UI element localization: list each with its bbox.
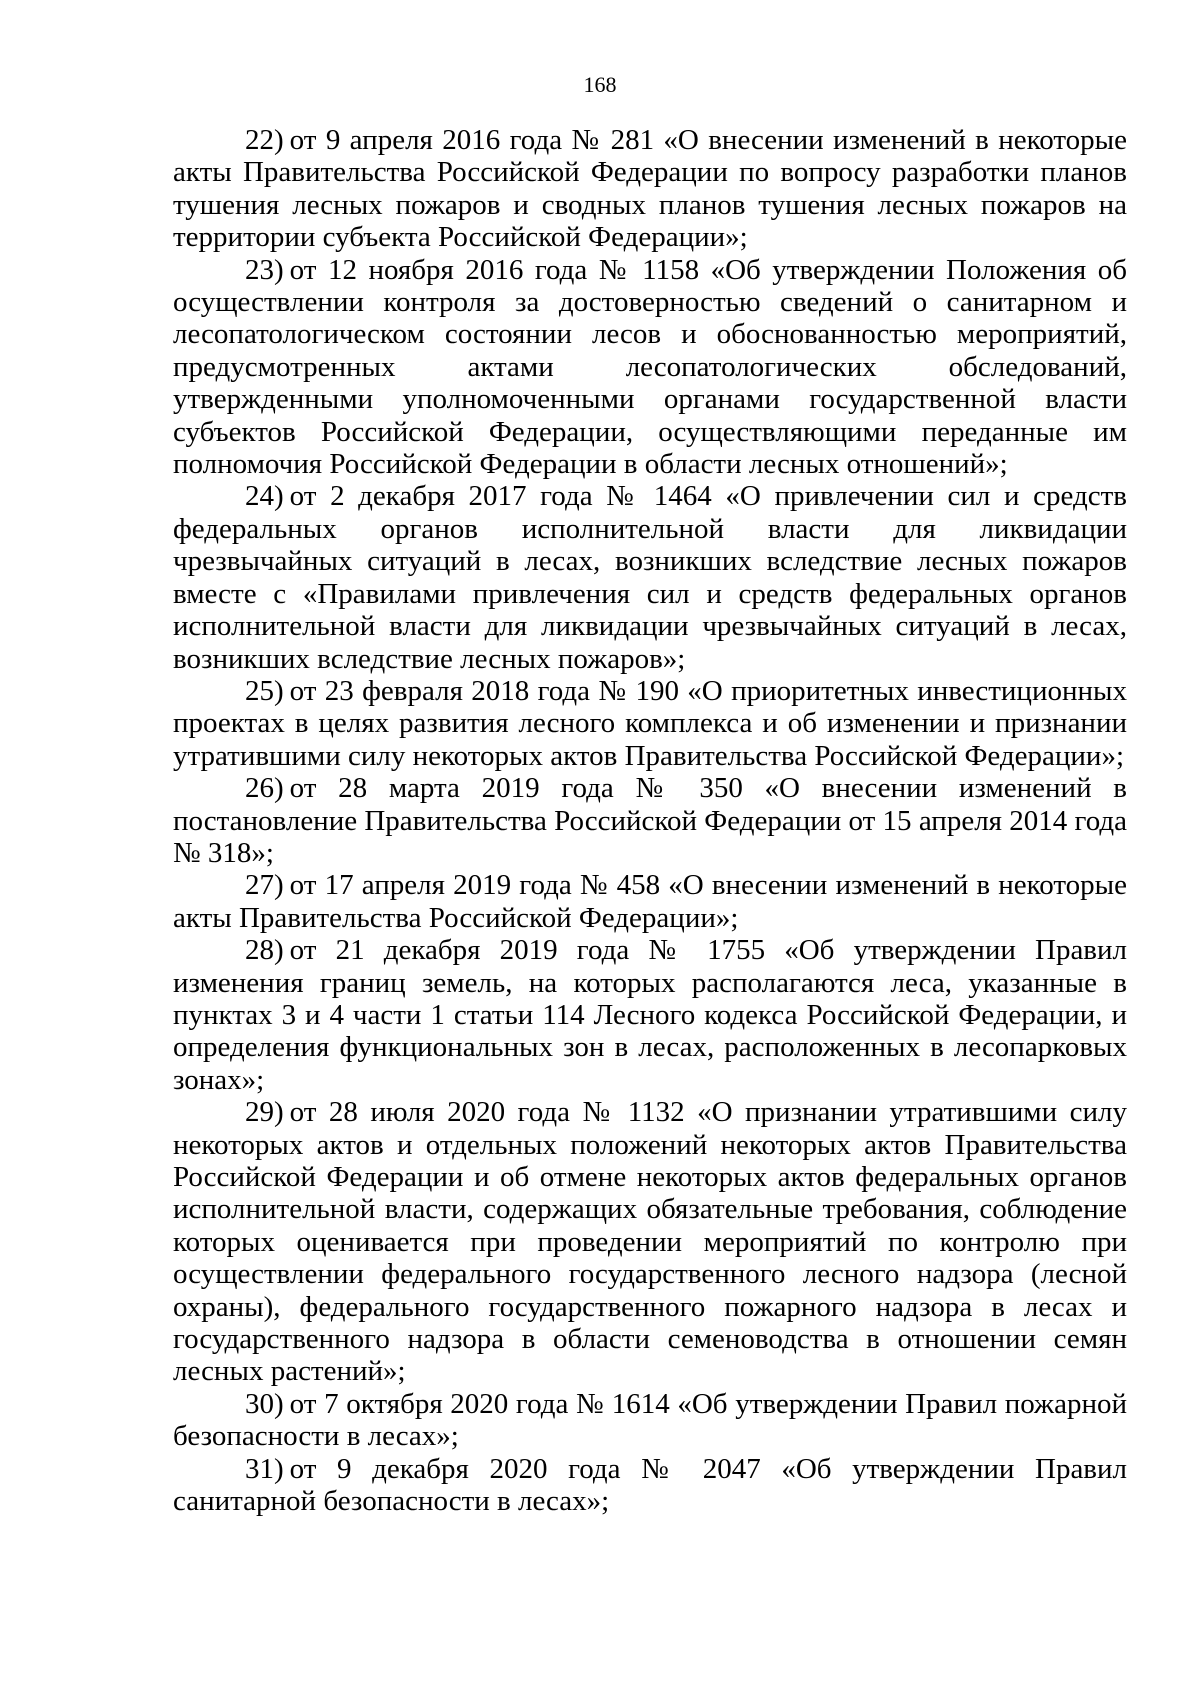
list-item xyxy=(173,1453,1127,1518)
list-item-text: от 17 апреля 2019 года № 458 «О внесении изменений в некоторые акты Правительства Российской Федерации»; xyxy=(173,869,1127,934)
list-item xyxy=(173,772,1127,869)
list-item xyxy=(173,934,1127,1096)
list-item-text: от 12 ноября 2016 года № 1158 «Об утверждении Положения об осуществлении контроля за достоверностью сведений о санитарном и лесопатологическом состоянии лесов и обоснованностью мероприятий, предусмотренных актами лесопатологических обследований, утвержденными уполномоченными органами государственной власти субъектов Российской Федерации, осуществляющими переданные им полномочия Российской Федерации в области лесных отношений»; xyxy=(173,253,1127,481)
list-item xyxy=(173,1388,1127,1453)
list-item-number: 27) xyxy=(245,869,284,902)
list-item xyxy=(173,254,1127,481)
list-item-number: 29) xyxy=(245,1096,284,1129)
list-item-number: 28) xyxy=(245,934,284,967)
list-item-number: 26) xyxy=(245,772,284,805)
list-item-number: 23) xyxy=(245,253,284,286)
list-item xyxy=(173,869,1127,934)
list-item-number: 22) xyxy=(245,124,284,156)
list-item-number: 25) xyxy=(245,674,284,707)
list-item-text: от 9 декабря 2020 года № 2047 «Об утверждении Правил санитарной безопасности в лесах»; xyxy=(173,1452,1127,1518)
list-item xyxy=(173,1096,1127,1388)
list-item-text: от 2 декабря 2017 года № 1464 «О привлечении сил и средств федеральных органов исполнительной власти для ликвидации чрезвычайных ситуаций в лесах, возникших вследствие лесных пожаров вместе с «Правилами привлечения сил и средств федеральных органов исполнительной власти для ликвидации чрезвычайных ситуаций в лесах, возникших вследствие лесных пожаров»; xyxy=(173,480,1127,675)
page-number: 168 xyxy=(583,72,617,97)
list-item xyxy=(173,480,1127,674)
list-item-number: 24) xyxy=(245,480,284,513)
list-item-text: от 28 июля 2020 года № 1132 «О признании утратившими силу некоторых актов и отдельных положений некоторых актов Правительства Российской Федерации и об отмене некоторых актов федеральных органов исполнительной власти, содержащих обязательные требования, соблюдение которых оценивается при проведении мероприятий по контролю при осуществлении федерального государственного лесного надзора (лесной охраны), федерального государственного пожарного надзора в лесах и государственного надзора в области семеноводства в отношении семян лесных растений»; xyxy=(173,1096,1127,1388)
list-item-text: от 23 февраля 2018 года № 190 «О приоритетных инвестиционных проектах в целях развития лесного комплекса и об изменении и признании утратившими силу некоторых актов Правительства Российской Федерации»; xyxy=(173,674,1127,772)
list-item-text: от 28 марта 2019 года № 350 «О внесении изменений в постановление Правительства Российской Федерации от 15 апреля 2014 года № 318»; xyxy=(173,772,1127,869)
list-item-text: от 7 октября 2020 года № 1614 «Об утверждении Правил пожарной безопасности в лесах»; xyxy=(173,1387,1127,1453)
list-item-number: 31) xyxy=(245,1452,284,1485)
list-item xyxy=(173,124,1127,254)
list-item-text: от 21 декабря 2019 года № 1755 «Об утверждении Правил изменения границ земель, на которых располагаются леса, указанные в пунктах 3 и 4 части 1 статьи 114 Лесного кодекса Российской Федерации, и определения функциональных зон в лесах, расположенных в лесопарковых зонах»; xyxy=(173,934,1127,1096)
list-item xyxy=(173,675,1127,772)
list-item-text: от 9 апреля 2016 года № 281 «О внесении изменений в некоторые акты Правительства Российской Федерации по вопросу разработки планов тушения лесных пожаров и сводных планов тушения лесных пожаров на территории субъекта Российской Федерации»; xyxy=(173,124,1127,254)
list-item-number: 30) xyxy=(245,1387,284,1420)
document-body xyxy=(173,124,1127,1517)
